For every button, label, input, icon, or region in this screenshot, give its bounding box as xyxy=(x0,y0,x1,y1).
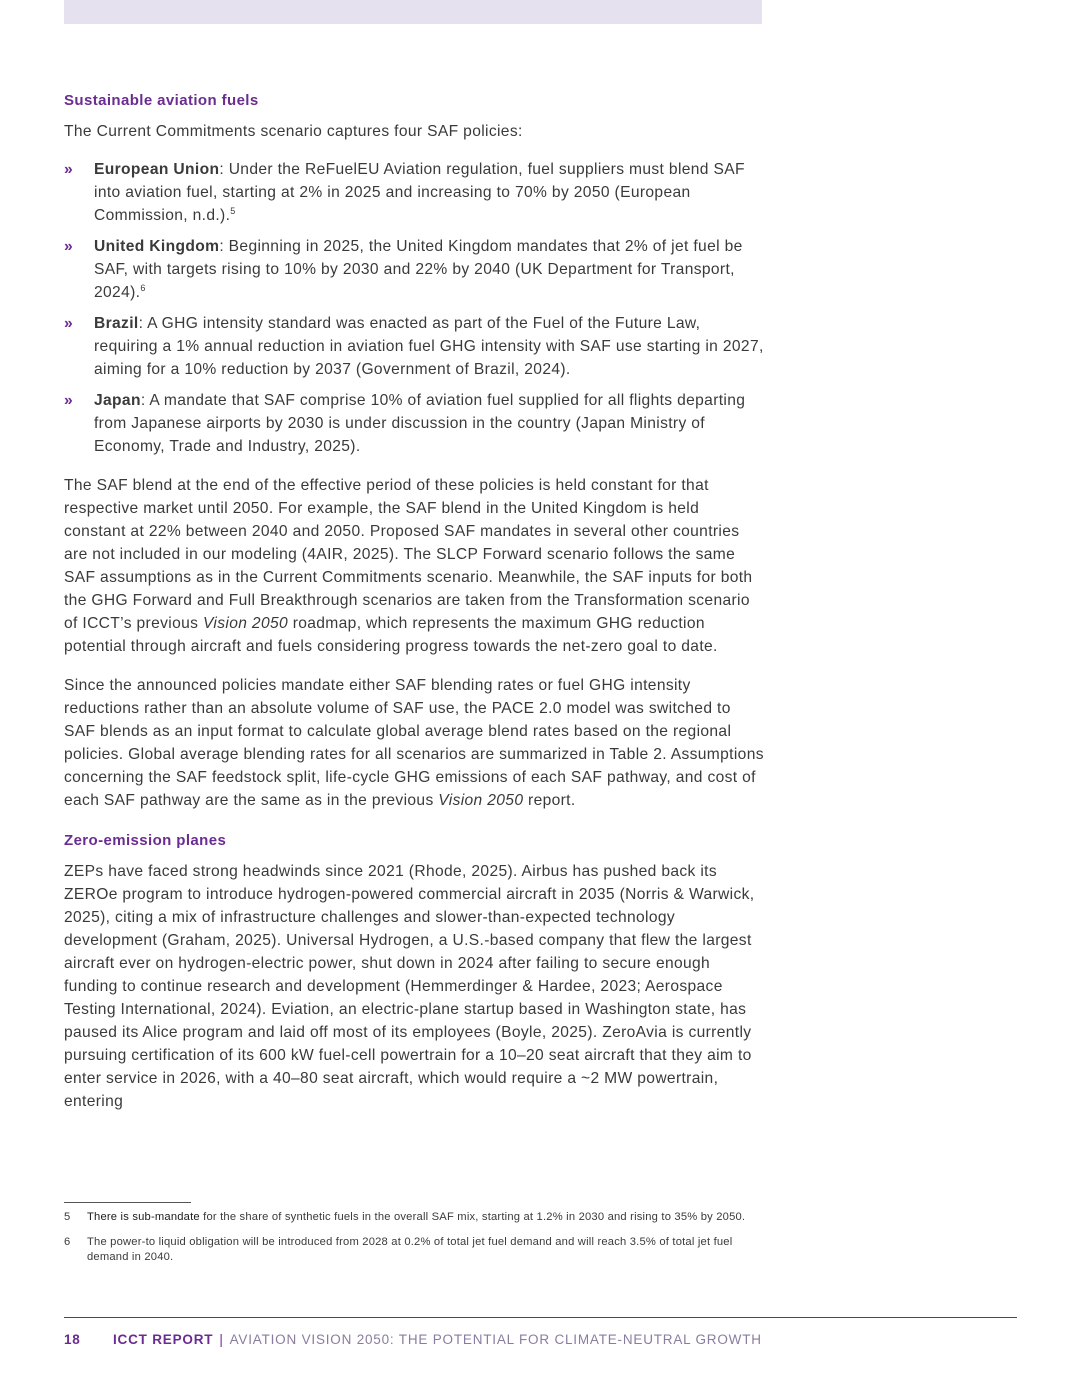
policy-text: : Beginning in 2025, the United Kingdom mandates that 2% of jet fuel be SAF, with targets rising to 10% by 2030 and 22% by 2040 (UK Department for Transport, 2024). xyxy=(94,238,743,301)
footnote-divider xyxy=(64,1202,191,1203)
chevron-bullet-icon: » xyxy=(64,161,74,178)
report-title-italic: Vision 2050 xyxy=(202,615,289,632)
saf-policy-list xyxy=(64,158,764,458)
saf-intro: The Current Commitments scenario captures four SAF policies: xyxy=(64,123,523,140)
footnotes xyxy=(64,1210,764,1275)
policy-term: United Kingdom xyxy=(94,238,220,255)
policy-term: European Union xyxy=(94,161,220,178)
footnote-item xyxy=(64,1210,764,1225)
footnote-link[interactable]: There is sub-mandate xyxy=(87,1211,200,1223)
list-item xyxy=(64,158,764,227)
report-title-italic: Vision 2050 xyxy=(438,792,524,809)
policy-text: : A mandate that SAF comprise 10% of aviation fuel supplied for all flights departing from Japanese airports by 2030 is under discussion in the country (Japan Ministry of Economy, Trade and Industry, 2025). xyxy=(94,392,746,455)
footnote-text: for the share of synthetic fuels in the overall SAF mix, starting at 1.2% in 2030 and rising to 35% by 2050. xyxy=(199,1211,746,1223)
chevron-bullet-icon: » xyxy=(64,392,74,409)
report-title: AVIATION VISION 2050: THE POTENTIAL FOR CLIMATE-NEUTRAL GROWTH xyxy=(229,1332,762,1347)
page-footer xyxy=(64,1332,762,1347)
zep-heading: Zero-emission planes xyxy=(64,832,227,849)
list-item xyxy=(64,389,764,458)
chevron-bullet-icon: » xyxy=(64,238,74,255)
footnote-number: 5 xyxy=(64,1211,71,1223)
zep-paragraph: ZEPs have faced strong headwinds since 2021 (Rhode, 2025). Airbus has pushed back its ZEROe program to introduce hydrogen-powered commercial aircraft in 2035 (Norris & Warwick, 2025), citing a mix of infrastructure challenges and slower-than-expected technology development (Graham, 2025). Universal Hydrogen, a U.S.-based company that flew the largest aircraft ever on hydrogen-electric power, shut down in 2024 after failing to secure enough funding to continue research and development (Hemmerdinger & Hardee, 2023; Aerospace Testing International, 2024). Eviation, an electric-plane startup based in Washington state, has paused its Alice program and laid off most of its employees (Boyle, 2025). ZeroAvia is currently pursuing certification of its 600 kW fuel-cell powertrain for a 10–20 seat aircraft that they aim to enter service in 2026, with a 40–80 seat aircraft, which would require a ~2 MW powertrain, entering xyxy=(64,863,755,1110)
list-item xyxy=(64,235,764,304)
policy-text: : Under the ReFuelEU Aviation regulation, fuel suppliers must blend SAF into aviation fuel, starting at 2% in 2025 and increasing to 70% by 2050 (European Commission, n.d.). xyxy=(94,161,745,224)
saf-paragraph-1: The SAF blend at the end of the effective period of these policies is held constant for that respective market until 2050. For example, the SAF blend in the United Kingdom is held constant at 22% between 2040 and 2050. Proposed SAF mandates in several other countries are not included in our modeling (4AIR, 2025). The SLCP Forward scenario follows the same SAF assumptions as in the Current Commitments scenario. Meanwhile, the SAF inputs for both the GHG Forward and Full Breakthrough scenarios are taken from the Transformation scenario of ICCT’s previous Vision 2050 roadmap, which represents the maximum GHG reduction potential through aircraft and fuels considering progress towards the net-zero goal to date. xyxy=(64,477,753,655)
footnote-number: 6 xyxy=(64,1236,71,1248)
chevron-bullet-icon: » xyxy=(64,315,74,332)
report-series: ICCT REPORT xyxy=(113,1332,214,1347)
top-shaded-band xyxy=(64,0,762,24)
page-number: 18 xyxy=(64,1332,81,1347)
footnote-text: The power-to liquid obligation will be introduced from 2028 at 0.2% of total jet fuel demand and will reach 3.5% of total jet fuel demand in 2040. xyxy=(87,1236,733,1263)
list-item xyxy=(64,312,764,381)
main-content xyxy=(64,90,764,1113)
footnote-ref[interactable]: 6 xyxy=(140,283,146,293)
footnote-item xyxy=(64,1235,764,1265)
saf-heading: Sustainable aviation fuels xyxy=(64,92,259,109)
policy-term: Brazil xyxy=(94,315,139,332)
policy-term: Japan xyxy=(94,392,141,409)
saf-paragraph-2: Since the announced policies mandate either SAF blending rates or fuel GHG intensity reductions rather than an absolute volume of SAF use, the PACE 2.0 model was switched to SAF blends as an input format to calculate global average blend rates based on the regional policies. Global average blending rates for all scenarios are summarized in Table 2. Assumptions concerning the SAF feedstock split, life-cycle GHG emissions of each SAF pathway, and cost of each SAF pathway are the same as in the previous Vision 2050 report. xyxy=(64,677,764,809)
footnote-ref[interactable]: 5 xyxy=(230,206,236,216)
footer-divider xyxy=(64,1317,1017,1318)
policy-text: : A GHG intensity standard was enacted as part of the Fuel of the Future Law, requiring a 1% annual reduction in aviation fuel GHG intensity with SAF use starting in 2027, aiming for a 10% reduction by 2037 (Government of Brazil, 2024). xyxy=(94,315,764,378)
footer-separator: | xyxy=(219,1332,224,1347)
